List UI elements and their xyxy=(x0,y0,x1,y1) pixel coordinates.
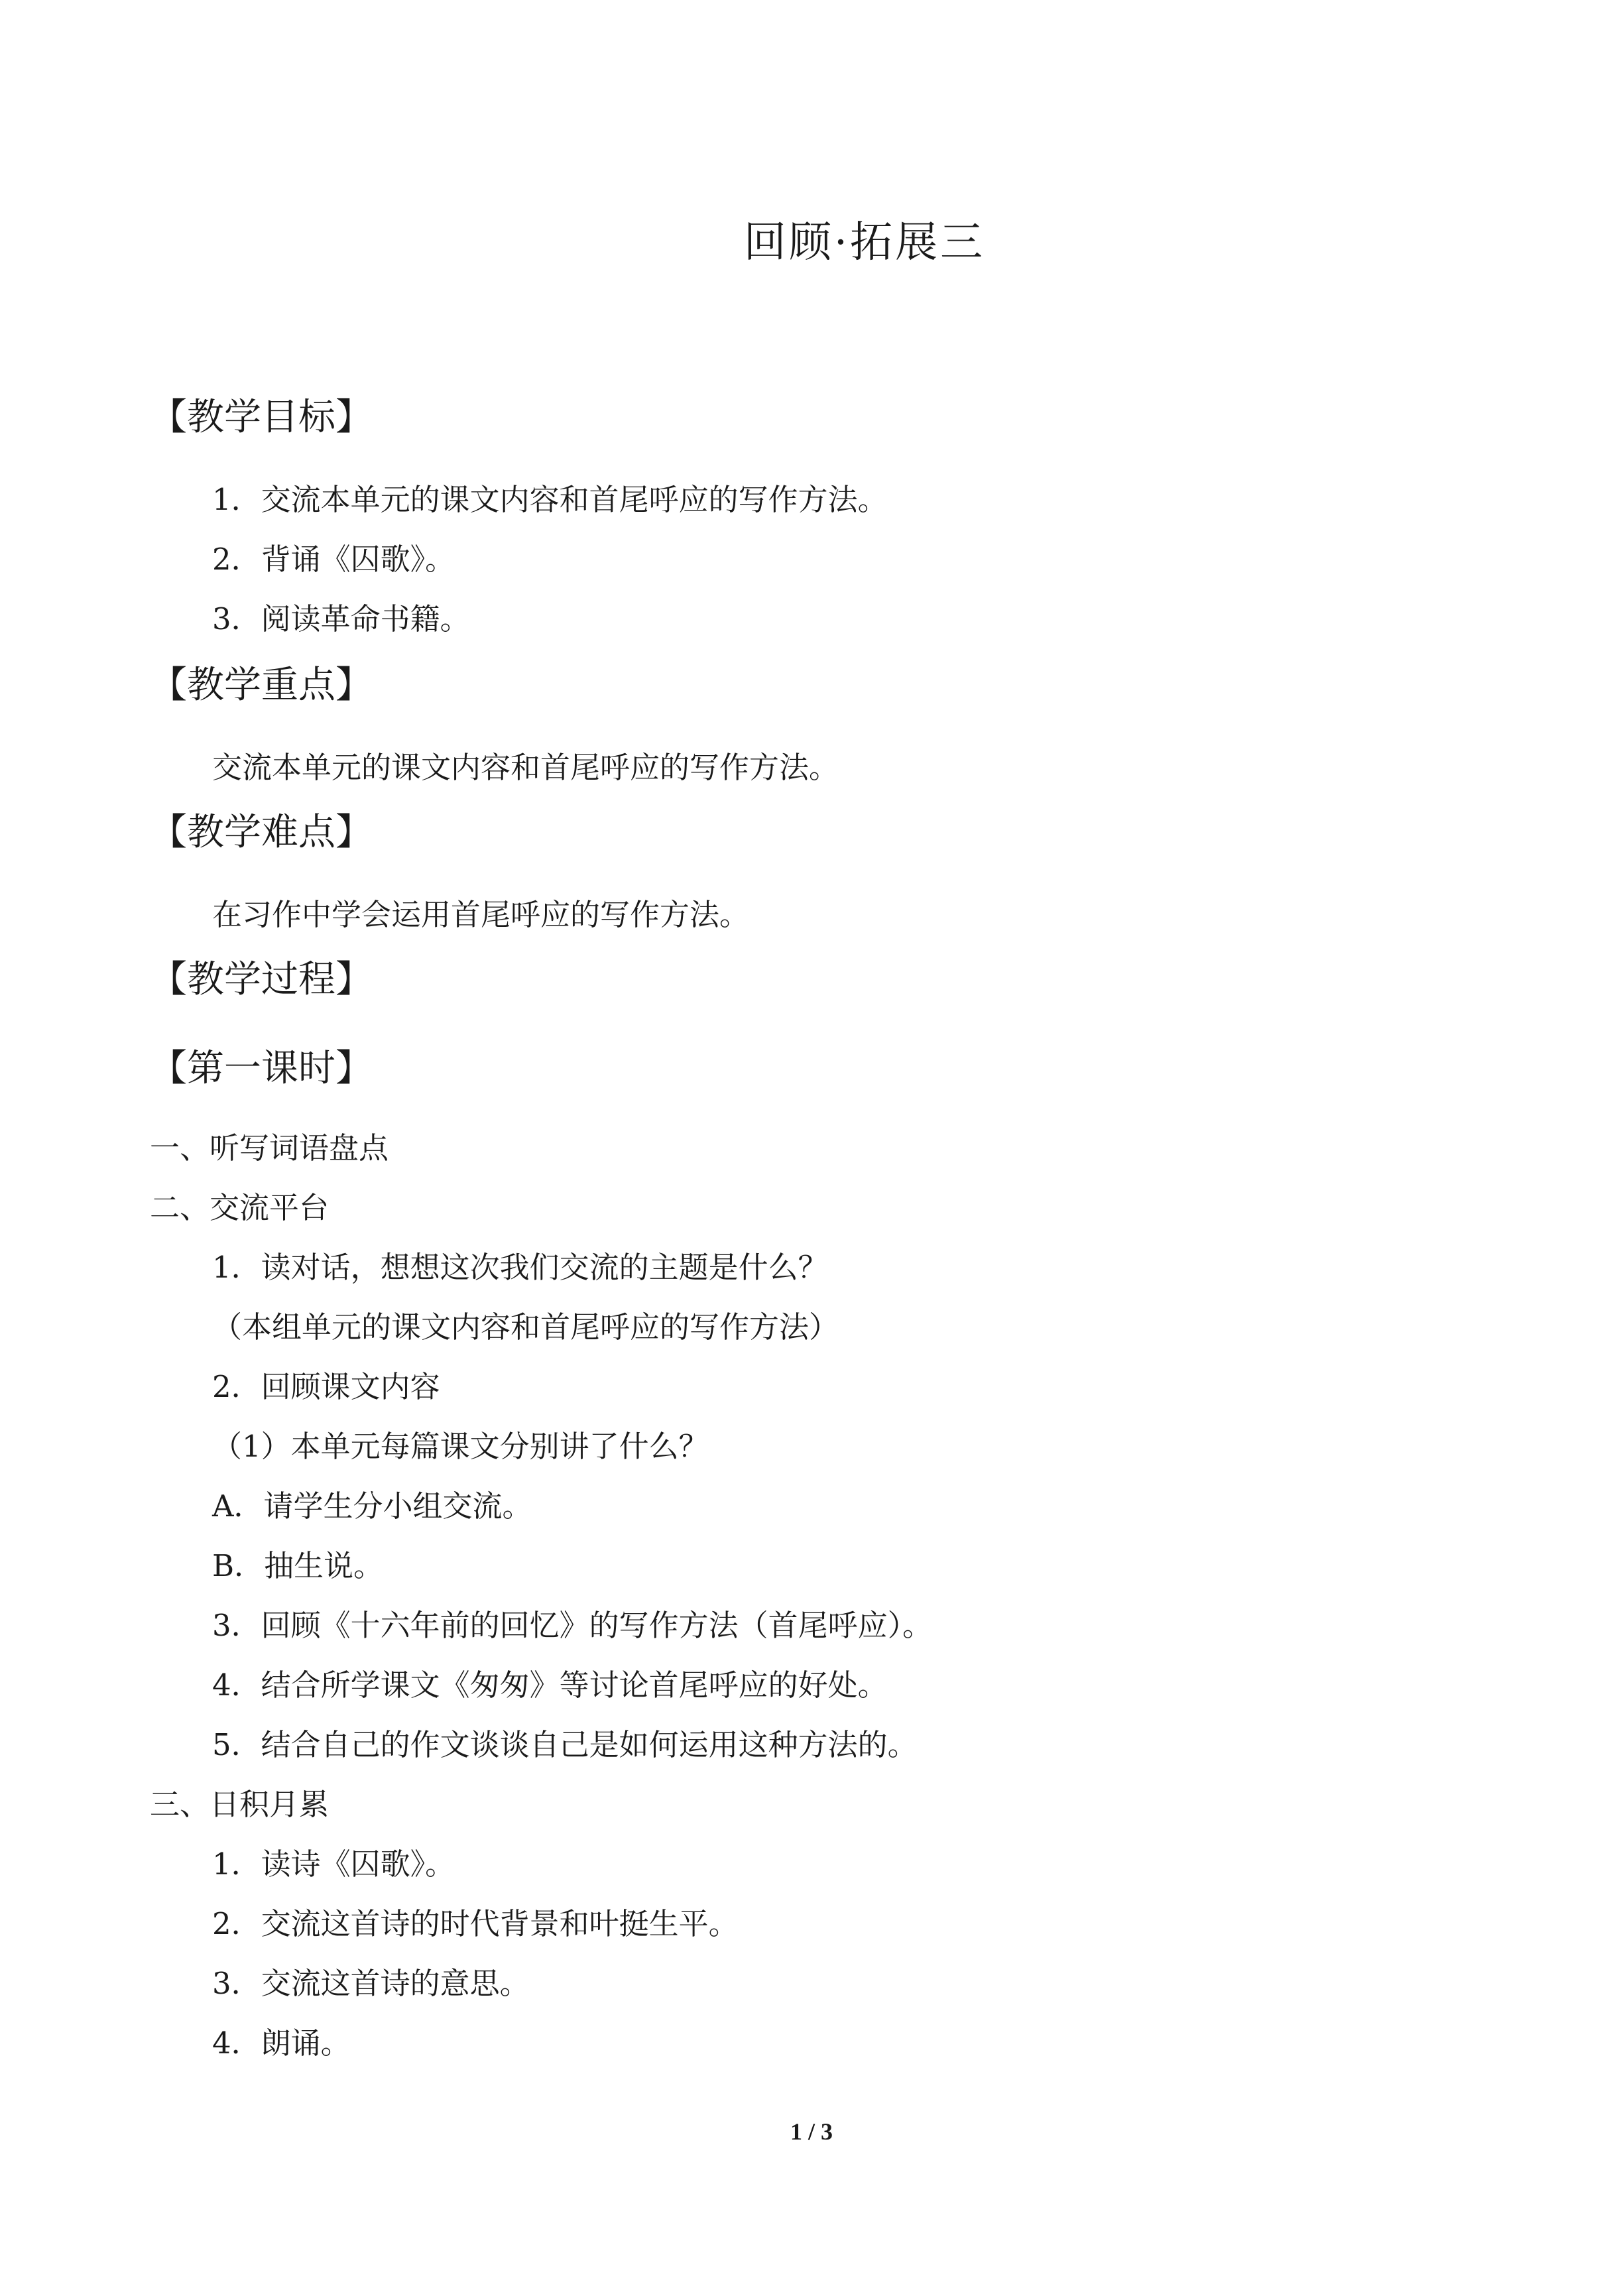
exchange-item: （本组单元的课文内容和首尾呼应的写作方法） xyxy=(212,1309,839,1345)
section-heading-process: 【教学过程】 xyxy=(150,958,373,1001)
accumulation-item: 4．朗诵。 xyxy=(212,2025,351,2061)
page-number: 1 / 3 xyxy=(790,2118,833,2145)
document-title: 回顾·拓展三 xyxy=(743,218,986,267)
accumulation-item: 2．交流这首诗的时代背景和叶挺生平。 xyxy=(212,1906,739,1941)
goal-item: 1．交流本单元的课文内容和首尾呼应的写作方法。 xyxy=(212,482,888,517)
exchange-item: （1）本单元每篇课文分别讲了什么？ xyxy=(212,1429,709,1464)
section-heading-difficulties: 【教学难点】 xyxy=(150,811,373,854)
key-points-text: 交流本单元的课文内容和首尾呼应的写作方法。 xyxy=(212,750,839,785)
section-heading-key-points: 【教学重点】 xyxy=(150,664,373,707)
part-title-accumulation: 三、日积月累 xyxy=(150,1787,330,1822)
exchange-item: 4．结合所学课文《匆匆》等讨论首尾呼应的好处。 xyxy=(212,1667,888,1703)
part-title-exchange: 二、交流平台 xyxy=(150,1190,330,1225)
exchange-item: 2．回顾课文内容 xyxy=(212,1369,440,1404)
exchange-item: 3．回顾《十六年前的回忆》的写作方法（首尾呼应）。 xyxy=(212,1608,933,1643)
section-heading-lesson1: 【第一课时】 xyxy=(150,1047,373,1090)
part-title-dictation: 一、听写词语盘点 xyxy=(150,1130,389,1166)
goal-item: 2．背诵《囚歌》。 xyxy=(212,542,455,577)
exchange-item: 5．结合自己的作文谈谈自己是如何运用这种方法的。 xyxy=(212,1727,918,1762)
difficulties-text: 在习作中学会运用首尾呼应的写作方法。 xyxy=(212,897,750,932)
accumulation-item: 3．交流这首诗的意思。 xyxy=(212,1966,530,2001)
section-heading-goals: 【教学目标】 xyxy=(150,396,373,439)
exchange-item: B．抽生说。 xyxy=(212,1548,384,1583)
accumulation-item: 1．读诗《囚歌》。 xyxy=(212,1846,455,1882)
exchange-item: 1．读对话，想想这次我们交流的主题是什么？ xyxy=(212,1250,828,1285)
exchange-item: A．请学生分小组交流。 xyxy=(212,1488,532,1524)
goal-item: 3．阅读革命书籍。 xyxy=(212,601,470,636)
